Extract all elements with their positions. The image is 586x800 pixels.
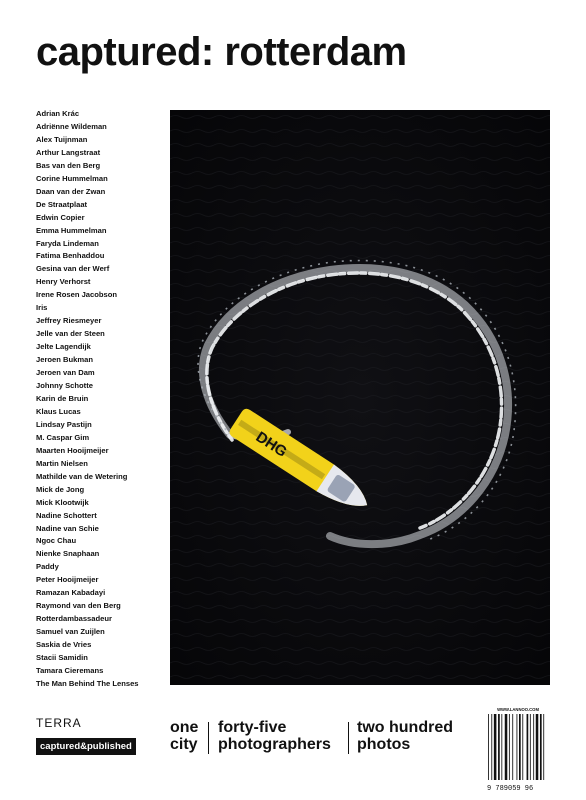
photographer-name: Arthur Langstraat xyxy=(36,147,101,157)
photographer-name: De Straatplaat xyxy=(36,199,88,209)
tagline-photographers: forty-five photographers xyxy=(218,719,331,753)
photographer-name: Daan van der Zwan xyxy=(36,186,106,196)
photographer-name: Johnny Schotte xyxy=(36,381,93,391)
photographer-name: Nienke Snaphaan xyxy=(36,549,100,559)
barcode xyxy=(484,703,552,793)
photographer-name: Ngoc Chau xyxy=(36,536,77,546)
photographer-name: Maarten Hooijmeijer xyxy=(36,445,109,455)
photographer-name: Emma Hummelman xyxy=(36,225,107,235)
photographer-name: Henry Verhorst xyxy=(36,277,91,287)
photographer-name: Gesina van der Werf xyxy=(36,264,110,274)
photographer-name: Saskia de Vries xyxy=(36,640,92,650)
photographer-name: Mathilde van de Wetering xyxy=(36,471,128,481)
photographer-name: Irene Rosen Jacobson xyxy=(36,290,118,300)
photographer-name: M. Caspar Gim xyxy=(36,432,90,442)
photographer-name: Samuel van Zuijlen xyxy=(36,627,105,637)
photographer-name: Jeroen Bukman xyxy=(36,355,93,365)
photographer-name: Jelle van der Steen xyxy=(36,329,105,339)
photographer-name: Martin Nielsen xyxy=(36,458,88,468)
photographer-name: Faryda Lindeman xyxy=(36,238,99,248)
photographer-name: Paddy xyxy=(36,562,59,572)
photographer-name: Mick de Jong xyxy=(36,484,85,494)
photographer-name: Corine Hummelman xyxy=(36,173,108,183)
photographer-name: Fatima Benhaddou xyxy=(36,251,105,261)
label-badge: captured&published xyxy=(36,738,136,755)
photographer-name: Adriënne Wildeman xyxy=(36,121,107,131)
photographer-name: Peter Hooijmeijer xyxy=(36,575,99,585)
tagline-photos: two hundred photos xyxy=(357,719,453,753)
tagline-city: one city xyxy=(170,719,199,753)
photographer-name: Tamara Cieremans xyxy=(36,665,104,675)
photographer-name: Bas van den Berg xyxy=(36,160,101,170)
book-title: captured: rotterdam xyxy=(36,30,407,74)
photographer-name: Raymond van den Berg xyxy=(36,601,121,611)
photographer-name: Ramazan Kabadayi xyxy=(36,588,106,598)
cover-photo xyxy=(170,110,550,685)
photographer-name: Adrian Krác xyxy=(36,109,80,118)
photographer-name: Mick Klootwijk xyxy=(36,497,89,507)
tagline-divider xyxy=(348,722,349,754)
photographer-name: Nadine van Schie xyxy=(36,523,99,533)
svg-text:9 789059 96: 9 789059 96 xyxy=(487,785,534,793)
publisher-logo: TERRA xyxy=(36,716,82,730)
photographer-name: Edwin Copier xyxy=(36,212,85,222)
boat-lettering: DHG xyxy=(252,428,290,461)
photographer-name: Iris xyxy=(36,303,48,313)
tagline-divider xyxy=(208,722,209,754)
photographer-name: Nadine Schottert xyxy=(36,510,97,520)
photographer-name: The Man Behind The Lenses xyxy=(36,678,139,688)
photographer-list xyxy=(36,108,139,691)
photographer-name: Jeroen van Dam xyxy=(36,368,95,378)
svg-text:WWW.LANNOO.COM: WWW.LANNOO.COM xyxy=(497,707,539,712)
photographer-name: Karin de Bruin xyxy=(36,393,89,403)
photographer-name: Stacii Samidin xyxy=(36,653,88,663)
photographer-name: Lindsay Pastijn xyxy=(36,419,92,429)
photographer-name: Jelte Lagendijk xyxy=(36,342,91,352)
photographer-name: Alex Tuijnman xyxy=(36,134,88,144)
photographer-name: Klaus Lucas xyxy=(36,406,81,416)
photographer-name: Jeffrey Riesmeyer xyxy=(36,316,102,326)
photographer-name: Rotterdambassadeur xyxy=(36,614,112,624)
